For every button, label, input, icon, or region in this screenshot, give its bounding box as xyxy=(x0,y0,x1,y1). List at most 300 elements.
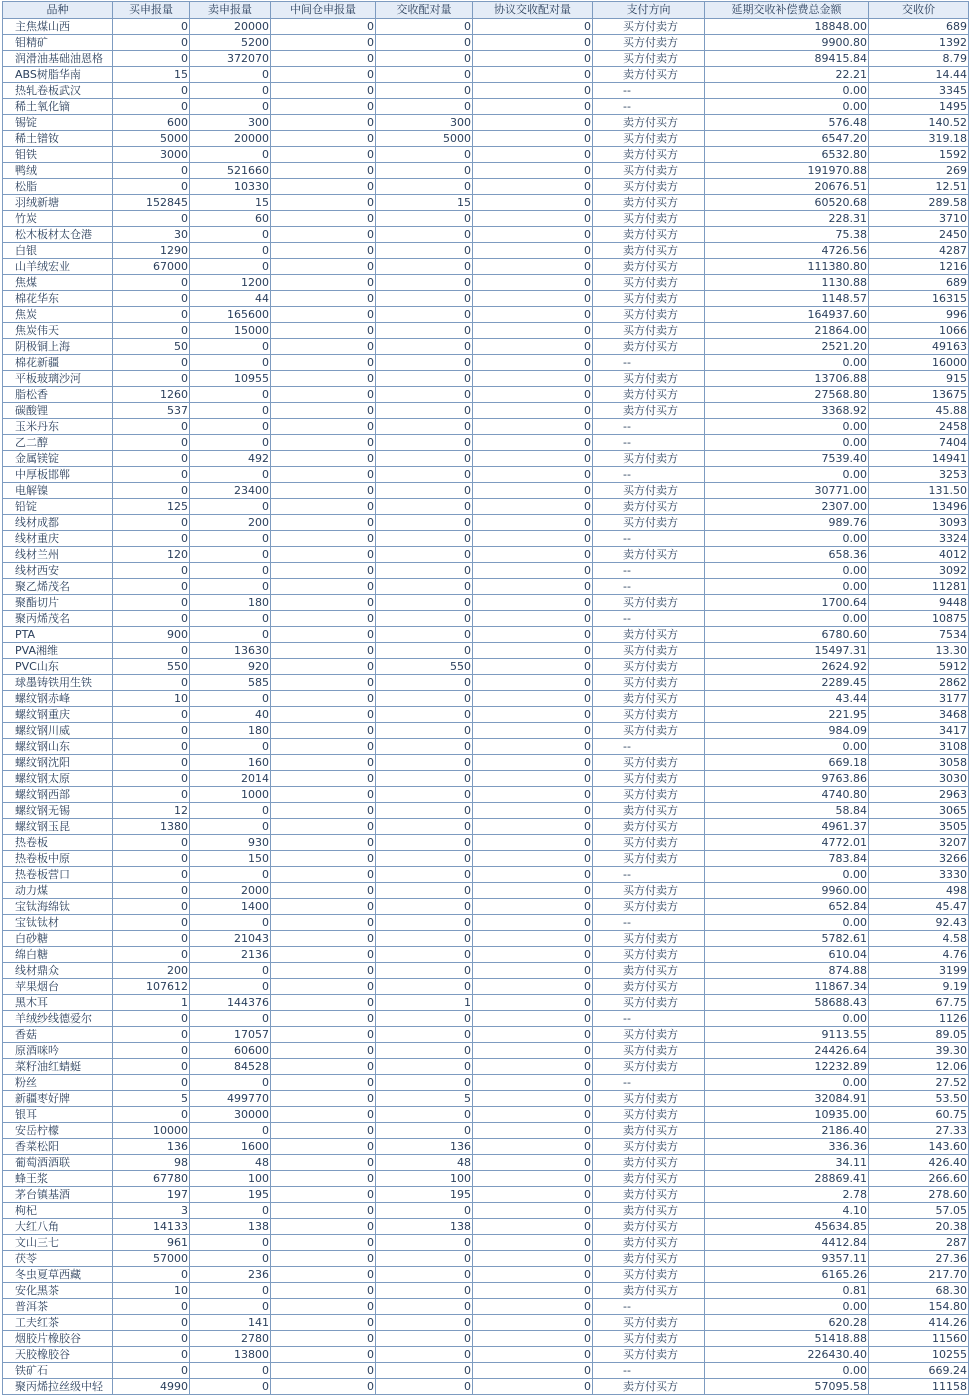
cell-matched-qty: 0 xyxy=(376,867,473,883)
table-row xyxy=(3,451,969,467)
cell-compensation-total: 0.00 xyxy=(705,99,869,115)
cell-agreement-matched-qty: 0 xyxy=(473,931,593,947)
cell-matched-qty: 0 xyxy=(376,483,473,499)
table-row xyxy=(3,323,969,339)
table-row xyxy=(3,851,969,867)
cell-payment-direction: -- xyxy=(593,1299,705,1315)
cell-agreement-matched-qty: 0 xyxy=(473,1363,593,1379)
cell-buy-declared: 0 xyxy=(113,723,190,739)
cell-matched-qty: 0 xyxy=(376,963,473,979)
cell-sell-declared: 60 xyxy=(190,211,271,227)
cell-compensation-total: 984.09 xyxy=(705,723,869,739)
cell-payment-direction: -- xyxy=(593,83,705,99)
cell-sell-declared: 521660 xyxy=(190,163,271,179)
cell-buy-declared: 537 xyxy=(113,403,190,419)
cell-matched-qty: 0 xyxy=(376,563,473,579)
cell-sell-declared: 2000 xyxy=(190,883,271,899)
cell-product: 聚乙烯茂名 xyxy=(3,579,113,595)
cell-product: 动力煤 xyxy=(3,883,113,899)
cell-agreement-matched-qty: 0 xyxy=(473,1139,593,1155)
cell-payment-direction: 卖方付买方 xyxy=(593,803,705,819)
cell-sell-declared: 0 xyxy=(190,467,271,483)
cell-matched-qty: 48 xyxy=(376,1155,473,1171)
cell-buy-declared: 900 xyxy=(113,627,190,643)
cell-product: 普洱茶 xyxy=(3,1299,113,1315)
cell-middle-declared: 0 xyxy=(271,387,376,403)
cell-compensation-total: 228.31 xyxy=(705,211,869,227)
cell-delivery-price: 1216 xyxy=(869,259,969,275)
cell-delivery-price: 3468 xyxy=(869,707,969,723)
cell-sell-declared: 0 xyxy=(190,691,271,707)
cell-compensation-total: 6780.60 xyxy=(705,627,869,643)
cell-middle-declared: 0 xyxy=(271,339,376,355)
cell-matched-qty: 0 xyxy=(376,1107,473,1123)
cell-matched-qty: 300 xyxy=(376,115,473,131)
cell-delivery-price: 13675 xyxy=(869,387,969,403)
cell-matched-qty: 0 xyxy=(376,931,473,947)
cell-agreement-matched-qty: 0 xyxy=(473,1043,593,1059)
cell-product: 松木板材太仓港 xyxy=(3,227,113,243)
cell-payment-direction: 买方付卖方 xyxy=(593,1091,705,1107)
cell-product: 铁矿石 xyxy=(3,1363,113,1379)
cell-delivery-price: 3108 xyxy=(869,739,969,755)
table-row xyxy=(3,1075,969,1091)
cell-product: 乙二醇 xyxy=(3,435,113,451)
cell-sell-declared: 13800 xyxy=(190,1347,271,1363)
cell-matched-qty: 0 xyxy=(376,19,473,35)
cell-delivery-price: 269 xyxy=(869,163,969,179)
cell-delivery-price: 10255 xyxy=(869,1347,969,1363)
cell-buy-declared: 1 xyxy=(113,995,190,1011)
cell-delivery-price: 45.47 xyxy=(869,899,969,915)
cell-buy-declared: 0 xyxy=(113,1299,190,1315)
cell-product: 线材兰州 xyxy=(3,547,113,563)
cell-buy-declared: 3000 xyxy=(113,147,190,163)
cell-delivery-price: 143.60 xyxy=(869,1139,969,1155)
cell-matched-qty: 0 xyxy=(376,883,473,899)
cell-payment-direction: 卖方付买方 xyxy=(593,403,705,419)
cell-buy-declared: 67780 xyxy=(113,1171,190,1187)
cell-compensation-total: 18848.00 xyxy=(705,19,869,35)
cell-payment-direction: 买方付卖方 xyxy=(593,755,705,771)
cell-middle-declared: 0 xyxy=(271,227,376,243)
cell-product: 锡锭 xyxy=(3,115,113,131)
cell-buy-declared: 0 xyxy=(113,163,190,179)
table-row xyxy=(3,339,969,355)
cell-buy-declared: 0 xyxy=(113,83,190,99)
cell-matched-qty: 0 xyxy=(376,947,473,963)
cell-payment-direction: 卖方付买方 xyxy=(593,1187,705,1203)
cell-agreement-matched-qty: 0 xyxy=(473,819,593,835)
cell-delivery-price: 45.88 xyxy=(869,403,969,419)
cell-sell-declared: 236 xyxy=(190,1267,271,1283)
cell-buy-declared: 0 xyxy=(113,1107,190,1123)
cell-sell-declared: 0 xyxy=(190,1011,271,1027)
cell-payment-direction: 卖方付买方 xyxy=(593,115,705,131)
cell-compensation-total: 51418.88 xyxy=(705,1331,869,1347)
cell-compensation-total: 10935.00 xyxy=(705,1107,869,1123)
cell-buy-declared: 3 xyxy=(113,1203,190,1219)
cell-sell-declared: 0 xyxy=(190,819,271,835)
table-row xyxy=(3,1123,969,1139)
cell-delivery-price: 426.40 xyxy=(869,1155,969,1171)
cell-delivery-price: 669.24 xyxy=(869,1363,969,1379)
cell-payment-direction: 卖方付买方 xyxy=(593,67,705,83)
cell-payment-direction: -- xyxy=(593,531,705,547)
cell-product: ABS树脂华南 xyxy=(3,67,113,83)
cell-middle-declared: 0 xyxy=(271,451,376,467)
cell-compensation-total: 5782.61 xyxy=(705,931,869,947)
table-row xyxy=(3,1379,969,1395)
cell-agreement-matched-qty: 0 xyxy=(473,1267,593,1283)
cell-compensation-total: 0.00 xyxy=(705,83,869,99)
cell-matched-qty: 0 xyxy=(376,419,473,435)
table-row xyxy=(3,1283,969,1299)
cell-compensation-total: 4.10 xyxy=(705,1203,869,1219)
cell-middle-declared: 0 xyxy=(271,179,376,195)
table-row xyxy=(3,1059,969,1075)
cell-buy-declared: 5000 xyxy=(113,131,190,147)
cell-buy-declared: 0 xyxy=(113,307,190,323)
cell-buy-declared: 550 xyxy=(113,659,190,675)
cell-product: 平板玻璃沙河 xyxy=(3,371,113,387)
cell-delivery-price: 3207 xyxy=(869,835,969,851)
cell-buy-declared: 1290 xyxy=(113,243,190,259)
cell-product: 螺纹钢重庆 xyxy=(3,707,113,723)
cell-product: 线材重庆 xyxy=(3,531,113,547)
cell-middle-declared: 0 xyxy=(271,483,376,499)
cell-middle-declared: 0 xyxy=(271,1203,376,1219)
cell-middle-declared: 0 xyxy=(271,275,376,291)
cell-sell-declared: 17057 xyxy=(190,1027,271,1043)
cell-buy-declared: 30 xyxy=(113,227,190,243)
cell-delivery-price: 3345 xyxy=(869,83,969,99)
cell-agreement-matched-qty: 0 xyxy=(473,675,593,691)
cell-sell-declared: 138 xyxy=(190,1219,271,1235)
cell-matched-qty: 0 xyxy=(376,403,473,419)
cell-sell-declared: 499770 xyxy=(190,1091,271,1107)
cell-buy-declared: 0 xyxy=(113,867,190,883)
cell-sell-declared: 0 xyxy=(190,259,271,275)
cell-buy-declared: 10 xyxy=(113,691,190,707)
cell-payment-direction: 卖方付买方 xyxy=(593,979,705,995)
table-row xyxy=(3,867,969,883)
cell-payment-direction: 买方付卖方 xyxy=(593,1107,705,1123)
cell-matched-qty: 0 xyxy=(376,339,473,355)
cell-matched-qty: 0 xyxy=(376,787,473,803)
cell-agreement-matched-qty: 0 xyxy=(473,67,593,83)
cell-compensation-total: 0.00 xyxy=(705,563,869,579)
cell-matched-qty: 0 xyxy=(376,51,473,67)
cell-product: 聚酯切片 xyxy=(3,595,113,611)
cell-matched-qty: 5000 xyxy=(376,131,473,147)
cell-agreement-matched-qty: 0 xyxy=(473,19,593,35)
cell-matched-qty: 5 xyxy=(376,1091,473,1107)
table-row xyxy=(3,1251,969,1267)
cell-delivery-price: 11560 xyxy=(869,1331,969,1347)
cell-agreement-matched-qty: 0 xyxy=(473,595,593,611)
cell-sell-declared: 200 xyxy=(190,515,271,531)
cell-matched-qty: 0 xyxy=(376,1347,473,1363)
cell-compensation-total: 783.84 xyxy=(705,851,869,867)
cell-agreement-matched-qty: 0 xyxy=(473,1171,593,1187)
cell-sell-declared: 0 xyxy=(190,1235,271,1251)
cell-compensation-total: 0.00 xyxy=(705,611,869,627)
cell-payment-direction: 卖方付买方 xyxy=(593,339,705,355)
cell-payment-direction: 买方付卖方 xyxy=(593,899,705,915)
cell-delivery-price: 11281 xyxy=(869,579,969,595)
cell-agreement-matched-qty: 0 xyxy=(473,243,593,259)
table-row xyxy=(3,307,969,323)
cell-delivery-price: 60.75 xyxy=(869,1107,969,1123)
cell-agreement-matched-qty: 0 xyxy=(473,499,593,515)
cell-agreement-matched-qty: 0 xyxy=(473,339,593,355)
cell-payment-direction: -- xyxy=(593,1075,705,1091)
cell-delivery-price: 1126 xyxy=(869,1011,969,1027)
cell-compensation-total: 0.00 xyxy=(705,1363,869,1379)
table-row xyxy=(3,627,969,643)
cell-product: 枸杞 xyxy=(3,1203,113,1219)
cell-agreement-matched-qty: 0 xyxy=(473,1011,593,1027)
cell-buy-declared: 0 xyxy=(113,531,190,547)
cell-middle-declared: 0 xyxy=(271,435,376,451)
cell-compensation-total: 13706.88 xyxy=(705,371,869,387)
cell-middle-declared: 0 xyxy=(271,1123,376,1139)
cell-payment-direction: -- xyxy=(593,467,705,483)
cell-payment-direction: -- xyxy=(593,1363,705,1379)
cell-matched-qty: 0 xyxy=(376,1235,473,1251)
cell-matched-qty: 0 xyxy=(376,771,473,787)
cell-delivery-price: 1592 xyxy=(869,147,969,163)
cell-product: 原酒咪吟 xyxy=(3,1043,113,1059)
cell-delivery-price: 27.33 xyxy=(869,1123,969,1139)
table-row xyxy=(3,531,969,547)
cell-middle-declared: 0 xyxy=(271,371,376,387)
cell-matched-qty: 0 xyxy=(376,227,473,243)
cell-payment-direction: -- xyxy=(593,563,705,579)
cell-product: 蜂王浆 xyxy=(3,1171,113,1187)
cell-compensation-total: 27568.80 xyxy=(705,387,869,403)
cell-payment-direction: 买方付卖方 xyxy=(593,659,705,675)
cell-product: 金属镁锭 xyxy=(3,451,113,467)
cell-middle-declared: 0 xyxy=(271,1011,376,1027)
cell-matched-qty: 0 xyxy=(376,1011,473,1027)
cell-sell-declared: 300 xyxy=(190,115,271,131)
cell-middle-declared: 0 xyxy=(271,547,376,563)
table-row xyxy=(3,387,969,403)
cell-middle-declared: 0 xyxy=(271,803,376,819)
table-row xyxy=(3,547,969,563)
cell-buy-declared: 0 xyxy=(113,899,190,915)
cell-matched-qty: 0 xyxy=(376,819,473,835)
cell-payment-direction: 买方付卖方 xyxy=(593,771,705,787)
table-row xyxy=(3,595,969,611)
cell-delivery-price: 16000 xyxy=(869,355,969,371)
cell-payment-direction: 买方付卖方 xyxy=(593,675,705,691)
cell-payment-direction: 买方付卖方 xyxy=(593,1315,705,1331)
table-row xyxy=(3,355,969,371)
table-row xyxy=(3,979,969,995)
table-row xyxy=(3,1155,969,1171)
cell-matched-qty: 0 xyxy=(376,99,473,115)
cell-product: 棉花新疆 xyxy=(3,355,113,371)
cell-product: 主焦煤山西 xyxy=(3,19,113,35)
cell-product: PVC山东 xyxy=(3,659,113,675)
cell-compensation-total: 15497.31 xyxy=(705,643,869,659)
cell-delivery-price: 996 xyxy=(869,307,969,323)
cell-payment-direction: -- xyxy=(593,915,705,931)
cell-payment-direction: 卖方付买方 xyxy=(593,1251,705,1267)
cell-compensation-total: 336.36 xyxy=(705,1139,869,1155)
cell-sell-declared: 492 xyxy=(190,451,271,467)
cell-middle-declared: 0 xyxy=(271,147,376,163)
cell-sell-declared: 5200 xyxy=(190,35,271,51)
cell-delivery-price: 67.75 xyxy=(869,995,969,1011)
cell-sell-declared: 0 xyxy=(190,1251,271,1267)
cell-middle-declared: 0 xyxy=(271,1219,376,1235)
cell-buy-declared: 0 xyxy=(113,419,190,435)
cell-buy-declared: 120 xyxy=(113,547,190,563)
cell-sell-declared: 2136 xyxy=(190,947,271,963)
cell-agreement-matched-qty: 0 xyxy=(473,1299,593,1315)
cell-buy-declared: 0 xyxy=(113,771,190,787)
cell-matched-qty: 550 xyxy=(376,659,473,675)
cell-middle-declared: 0 xyxy=(271,643,376,659)
cell-payment-direction: 买方付卖方 xyxy=(593,723,705,739)
cell-compensation-total: 0.00 xyxy=(705,419,869,435)
cell-buy-declared: 0 xyxy=(113,1059,190,1075)
cell-compensation-total: 9900.80 xyxy=(705,35,869,51)
cell-payment-direction: 买方付卖方 xyxy=(593,131,705,147)
cell-agreement-matched-qty: 0 xyxy=(473,755,593,771)
cell-matched-qty: 0 xyxy=(376,1123,473,1139)
cell-agreement-matched-qty: 0 xyxy=(473,51,593,67)
cell-product: 线材成都 xyxy=(3,515,113,531)
cell-compensation-total: 0.00 xyxy=(705,355,869,371)
cell-compensation-total: 32084.91 xyxy=(705,1091,869,1107)
cell-middle-declared: 0 xyxy=(271,1059,376,1075)
cell-sell-declared: 2014 xyxy=(190,771,271,787)
table-row xyxy=(3,1363,969,1379)
cell-product: 宝钛海绵钛 xyxy=(3,899,113,915)
cell-middle-declared: 0 xyxy=(271,51,376,67)
cell-payment-direction: 卖方付买方 xyxy=(593,499,705,515)
table-row xyxy=(3,403,969,419)
cell-matched-qty: 0 xyxy=(376,371,473,387)
cell-payment-direction: 卖方付买方 xyxy=(593,1283,705,1299)
cell-payment-direction: 买方付卖方 xyxy=(593,595,705,611)
cell-sell-declared: 180 xyxy=(190,723,271,739)
cell-payment-direction: 买方付卖方 xyxy=(593,947,705,963)
cell-buy-declared: 0 xyxy=(113,435,190,451)
cell-middle-declared: 0 xyxy=(271,947,376,963)
cell-agreement-matched-qty: 0 xyxy=(473,1075,593,1091)
cell-matched-qty: 0 xyxy=(376,147,473,163)
cell-middle-declared: 0 xyxy=(271,659,376,675)
cell-compensation-total: 21864.00 xyxy=(705,323,869,339)
cell-matched-qty: 0 xyxy=(376,723,473,739)
cell-middle-declared: 0 xyxy=(271,1187,376,1203)
cell-agreement-matched-qty: 0 xyxy=(473,899,593,915)
cell-agreement-matched-qty: 0 xyxy=(473,1347,593,1363)
cell-product: 新疆枣好牌 xyxy=(3,1091,113,1107)
cell-compensation-total: 191970.88 xyxy=(705,163,869,179)
cell-delivery-price: 3177 xyxy=(869,691,969,707)
cell-buy-declared: 0 xyxy=(113,1347,190,1363)
cell-product: 球墨铸铁用生铁 xyxy=(3,675,113,691)
cell-payment-direction: 买方付卖方 xyxy=(593,483,705,499)
cell-agreement-matched-qty: 0 xyxy=(473,211,593,227)
cell-compensation-total: 30771.00 xyxy=(705,483,869,499)
cell-buy-declared: 0 xyxy=(113,483,190,499)
cell-agreement-matched-qty: 0 xyxy=(473,451,593,467)
cell-agreement-matched-qty: 0 xyxy=(473,1315,593,1331)
cell-sell-declared: 195 xyxy=(190,1187,271,1203)
table-row xyxy=(3,1203,969,1219)
cell-matched-qty: 0 xyxy=(376,1283,473,1299)
cell-agreement-matched-qty: 0 xyxy=(473,307,593,323)
table-row xyxy=(3,19,969,35)
cell-payment-direction: -- xyxy=(593,739,705,755)
cell-middle-declared: 0 xyxy=(271,915,376,931)
cell-product: 焦炭 xyxy=(3,307,113,323)
cell-middle-declared: 0 xyxy=(271,771,376,787)
cell-delivery-price: 3417 xyxy=(869,723,969,739)
cell-agreement-matched-qty: 0 xyxy=(473,1059,593,1075)
cell-delivery-price: 3253 xyxy=(869,467,969,483)
cell-agreement-matched-qty: 0 xyxy=(473,1283,593,1299)
cell-matched-qty: 0 xyxy=(376,1043,473,1059)
cell-payment-direction: 买方付卖方 xyxy=(593,1267,705,1283)
header-middle-declared: 中间仓申报量 xyxy=(271,2,376,19)
cell-compensation-total: 2307.00 xyxy=(705,499,869,515)
cell-agreement-matched-qty: 0 xyxy=(473,563,593,579)
header-agreement-matched-qty: 协议交收配对量 xyxy=(473,2,593,19)
cell-delivery-price: 3324 xyxy=(869,531,969,547)
table-row xyxy=(3,1347,969,1363)
cell-middle-declared: 0 xyxy=(271,307,376,323)
cell-sell-declared: 0 xyxy=(190,387,271,403)
cell-middle-declared: 0 xyxy=(271,115,376,131)
cell-buy-declared: 152845 xyxy=(113,195,190,211)
table-row xyxy=(3,179,969,195)
table-row xyxy=(3,1267,969,1283)
table-row xyxy=(3,1299,969,1315)
table-row xyxy=(3,147,969,163)
header-compensation-total: 延期交收补偿费总金额 xyxy=(705,2,869,19)
table-row xyxy=(3,291,969,307)
cell-sell-declared: 0 xyxy=(190,339,271,355)
cell-buy-declared: 600 xyxy=(113,115,190,131)
cell-compensation-total: 11867.34 xyxy=(705,979,869,995)
table-row xyxy=(3,1011,969,1027)
cell-compensation-total: 1148.57 xyxy=(705,291,869,307)
cell-buy-declared: 0 xyxy=(113,291,190,307)
cell-buy-declared: 0 xyxy=(113,755,190,771)
cell-product: 焦煤 xyxy=(3,275,113,291)
cell-middle-declared: 0 xyxy=(271,1075,376,1091)
cell-payment-direction: 买方付卖方 xyxy=(593,851,705,867)
cell-middle-declared: 0 xyxy=(271,675,376,691)
cell-delivery-price: 49163 xyxy=(869,339,969,355)
cell-agreement-matched-qty: 0 xyxy=(473,867,593,883)
cell-agreement-matched-qty: 0 xyxy=(473,419,593,435)
cell-middle-declared: 0 xyxy=(271,979,376,995)
cell-buy-declared: 107612 xyxy=(113,979,190,995)
cell-matched-qty: 100 xyxy=(376,1171,473,1187)
cell-sell-declared: 0 xyxy=(190,1203,271,1219)
cell-payment-direction: 买方付卖方 xyxy=(593,291,705,307)
